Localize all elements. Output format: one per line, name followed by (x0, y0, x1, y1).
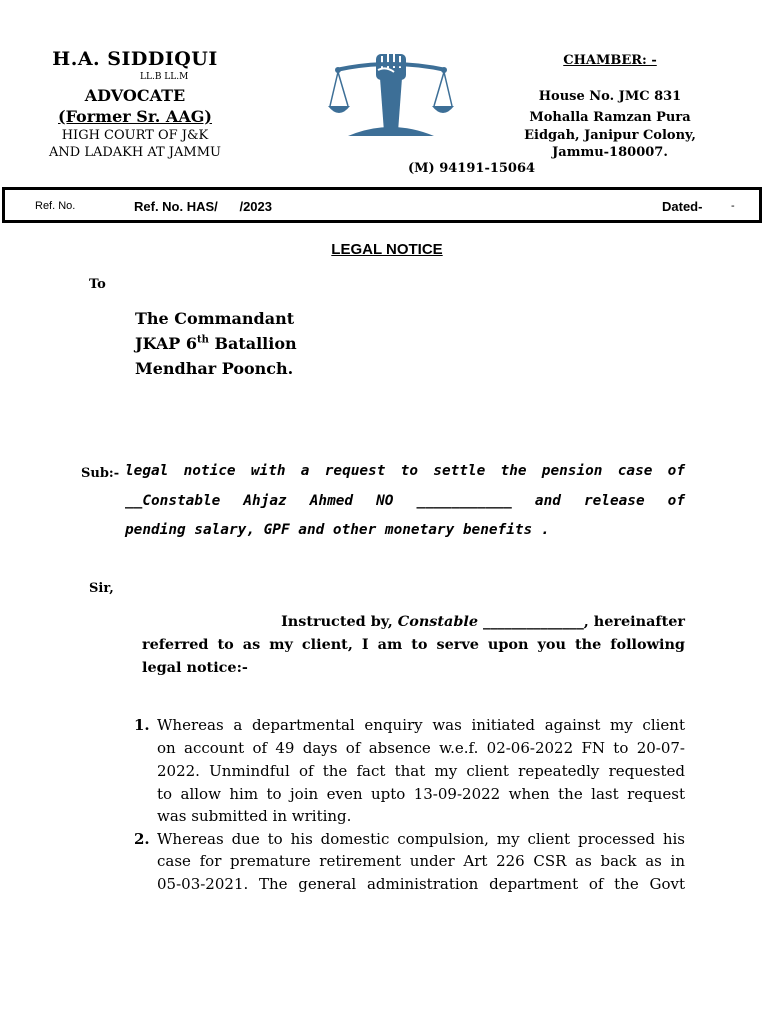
item-1-line-3: 2022. Unmindful of the fact that my client repeatedly requested (157, 762, 685, 780)
item-1-line-2: on account of 49 days of absence w.e.f. 02-06-2022 FN to 20-07- (157, 739, 685, 757)
former-designation: (Former Sr. AAG) (58, 107, 212, 126)
item-number: 1. (134, 716, 150, 734)
intro-line-2: referred to as my client, I am to serve upon you the following (142, 636, 685, 653)
mobile-number: (M) 94191-15064 (408, 161, 536, 176)
dated-value: - (731, 200, 735, 212)
dated-label: Dated- (662, 199, 703, 214)
advocate-name: H.A. SIDDIQUI (52, 48, 218, 70)
recipient-line-3: Mendhar Poonch. (135, 359, 294, 378)
ref-number: Ref. No. HAS/ /2023 (134, 199, 272, 214)
advocate-title: ADVOCATE (84, 86, 186, 105)
scales-of-justice-logo-icon (328, 48, 454, 142)
address-line-2: Mohalla Ramzan Pura (529, 110, 691, 125)
chamber-label: CHAMBER: - (563, 53, 657, 68)
subject-line-2: __Constable Ahjaz Ahmed NO ___________ and release of (125, 493, 685, 509)
address-line-1: House No. JMC 831 (538, 89, 682, 104)
subject-label: Sub:- (81, 466, 120, 481)
address-line-4: Jammu-180007. (552, 145, 668, 160)
court-line-2: AND LADAKH AT JAMMU (49, 145, 221, 160)
item-number: 2. (134, 830, 150, 848)
address-line-3: Eidgah, Janipur Colony, (524, 128, 696, 143)
recipient-line-1: The Commandant (135, 309, 295, 328)
court-line-1: HIGH COURT OF J&K (61, 128, 209, 143)
ref-small-label: Ref. No. (35, 200, 76, 212)
item-2-line-2: case for premature retirement under Art 226 CSR as back as in (157, 852, 685, 870)
intro-line-1: Instructed by, Constable ______________, hereinafter (281, 613, 685, 630)
page-title: LEGAL NOTICE (331, 241, 443, 258)
recipient-line-2: JKAP 6th Batallion (135, 334, 297, 353)
qualifications: LL.B LL.M (140, 72, 189, 82)
item-1-line-5: was submitted in writing. (157, 807, 352, 825)
item-2-line-3: 05-03-2021. The general administration department of the Govt (157, 875, 685, 893)
item-2-line-1: Whereas due to his domestic compulsion, my client processed his (157, 830, 685, 848)
reference-bar (2, 187, 762, 223)
subject-line-3: pending salary, GPF and other monetary benefits . (125, 522, 550, 538)
to-label: To (89, 277, 106, 292)
salutation: Sir, (89, 581, 114, 596)
item-1-line-1: Whereas a departmental enquiry was initiated against my client (157, 716, 685, 734)
subject-line-1: legal notice with a request to settle the pension case of (125, 463, 685, 479)
item-1-line-4: to allow him to join even upto 13-09-2022 when the last request (157, 785, 685, 803)
intro-line-3: legal notice:- (142, 659, 248, 676)
